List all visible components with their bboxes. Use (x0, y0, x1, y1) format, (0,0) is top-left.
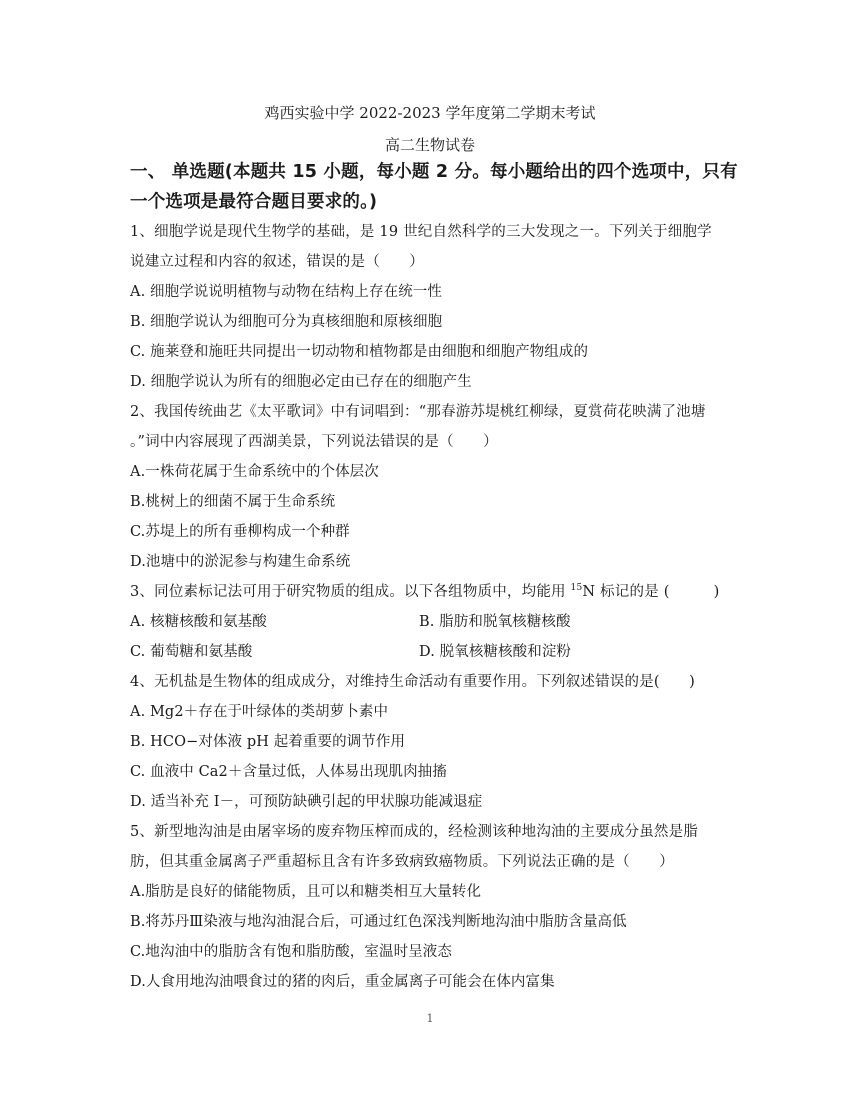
section-heading: 一、 单选题(本题共 15 小题，每小题 2 分。每小题给出的四个选项中，只有一个选项是最符合题目要求的。) (130, 162, 738, 212)
page-number: 1 (426, 1012, 434, 1025)
q3-options-row1 (130, 607, 750, 637)
question-list (130, 217, 750, 997)
q3-stem-after: N 标记的是 ( ) (582, 584, 720, 600)
q3-option-d: D. 脱氧核糖核酸和淀粉 (419, 644, 572, 660)
q3-isotope-superscript: 15 (570, 583, 583, 594)
q3-options-row2 (130, 637, 750, 667)
q3-stem-before: 3、同位素标记法可用于研究物质的组成。以下各组物质中，均能用 (130, 584, 571, 600)
q5-stem-line1: 5、新型地沟油是由屠宰场的废弃物压榨而成的，经检测该种地沟油的主要成分虽然是脂 (130, 824, 699, 840)
exam-subtitle: 高二生物试卷 (384, 136, 475, 154)
q1-option-b: B. 细胞学说认为细胞可分为真核细胞和原核细胞 (130, 314, 443, 330)
q2-stem-line2: 。”词中内容展现了西湖美景，下列说法错误的是（ ） (130, 434, 498, 450)
q5-option-c: C.地沟油中的脂肪含有饱和脂肪酸，室温时呈液态 (130, 944, 452, 960)
q3-option-b: B. 脂肪和脱氧核糖核酸 (419, 614, 571, 630)
q2-option-b: B.桃树上的细菌不属于生命系统 (130, 494, 336, 510)
q1-option-c: C. 施莱登和施旺共同提出一切动物和植物都是由细胞和细胞产物组成的 (130, 344, 589, 360)
q5-stem-line2: 肪，但其重金属离子严重超标且含有许多致病致癌物质。下列说法正确的是（ ） (130, 854, 674, 870)
q3-stem (130, 577, 750, 607)
q2-stem-line1: 2、我国传统曲艺《太平歌词》中有词唱到：“那春游苏堤桃红柳绿，夏赏荷花映满了池塘 (130, 404, 706, 420)
q4-stem: 4、无机盐是生物体的组成成分，对维持生命活动有重要作用。下列叙述错误的是( ) (130, 674, 696, 690)
q5-option-a: A.脂肪是良好的储能物质，且可以和糖类相互大量转化 (130, 884, 482, 900)
q4-option-d: D. 适当补充 I－，可预防缺碘引起的甲状腺功能减退症 (130, 794, 483, 810)
q1-stem-line1: 1、细胞学说是现代生物学的基础，是 19 世纪自然科学的三大发现之一。下列关于细胞学 (130, 224, 712, 240)
q5-option-b: B.将苏丹Ⅲ染液与地沟油混合后，可通过红色深浅判断地沟油中脂肪含量高低 (130, 914, 627, 930)
q3-option-c: C. 葡萄糖和氨基酸 (130, 644, 253, 660)
q5-option-d: D.人食用地沟油喂食过的猪的肉后，重金属离子可能会在体内富集 (130, 974, 555, 990)
q1-stem-line2: 说建立过程和内容的叙述，错误的是（ ） (130, 254, 424, 270)
q2-option-d: D.池塘中的淤泥参与构建生命系统 (130, 554, 351, 570)
q1-option-a: A. 细胞学说说明植物与动物在结构上存在统一性 (130, 284, 442, 300)
q1-option-d: D. 细胞学说认为所有的细胞必定由已存在的细胞产生 (130, 374, 472, 390)
exam-title: 鸡西实验中学 2022-2023 学年度第二学期末考试 (264, 104, 596, 122)
q4-option-a: A. Mg2＋存在于叶绿体的类胡萝卜素中 (130, 704, 389, 720)
q4-option-b: B. HCO−对体液 pH 起着重要的调节作用 (130, 734, 406, 750)
q4-option-c: C. 血液中 Ca2＋含量过低，人体易出现肌肉抽搐 (130, 764, 447, 780)
q2-option-c: C.苏堤上的所有垂柳构成一个种群 (130, 524, 350, 540)
q3-option-a: A. 核糖核酸和氨基酸 (130, 614, 267, 630)
q2-option-a: A.一株荷花属于生命系统中的个体层次 (130, 464, 379, 480)
